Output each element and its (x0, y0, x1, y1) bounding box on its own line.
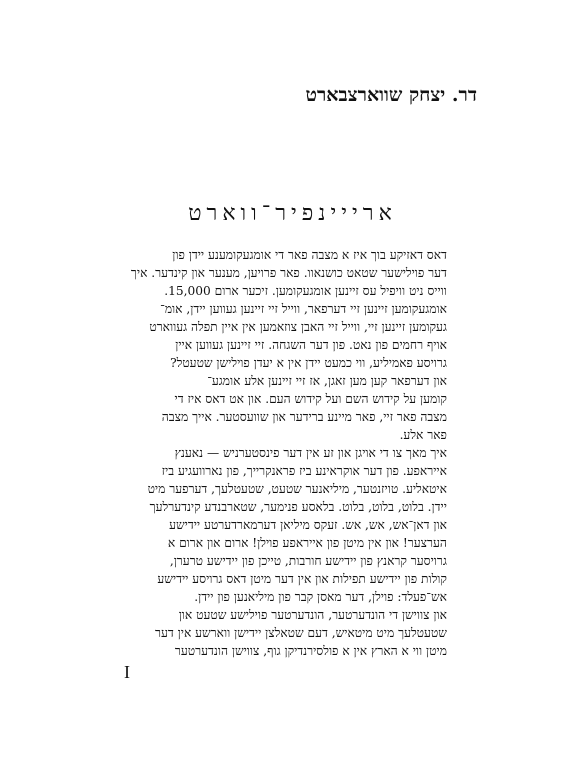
text-line: דאס דאזיקע בוך איז א מצבה פאר די אומגעקומענע יידן פון (172, 248, 447, 262)
text-line: הערצער! און אין מיטן פון אייראפע פוילן! ארום און ארום א (167, 536, 447, 550)
text-line: איטאליע. טויזנטער, מיליאנער שטעט, שטעטלעך, דערפער מיט (147, 482, 447, 496)
text-line: און צווישן די הונדערטער, הונדערטער פוילישע שטעט און (178, 608, 447, 622)
text-line: אש־פעלד: פוילן, דער מאסן קבר פון מיליאנען פון יידן. (194, 590, 447, 604)
text-line: אייראפע. פון דער אוקראינע ביז פראנקרייך, פון נארוועגיע ביז (161, 464, 447, 478)
text-line: געקומען זיינען זיי, ווייל זיי האבן צוזאמען אין איין תפלה געווארט (149, 320, 447, 334)
text-line: מצבה פאר זיי, פאר מיינע ברידער און שוועסטער. אייך מצבה (161, 410, 447, 424)
text-line: דער פוילישער שטאט כושנאוו. פאר פרויען, מענער און קינדער. איך (130, 266, 447, 280)
text-line: קולות פון יידישע תפילות און אין דער מיטן דאס גרויסע יידישע (157, 572, 447, 586)
author-name: דר. יצחק שווארצבארט (305, 84, 477, 106)
text-line: אומגעקומען זיינען זיי דערפאר, ווייל זיי זיינען געווען יידן, אומ־ (160, 302, 447, 316)
chapter-title: ארייינפיר־ווארט (188, 201, 397, 226)
text-line: ווייס ניט וויפיל עס זיינען אומגעקומען. זיכער ארום 15,000. (164, 284, 447, 298)
text-line: און דאן־אש, אש, אש. זעקס מיליאן דערמארדערטע יידישע (169, 518, 447, 532)
text-line: יידן. בלוט, בלוט, בלוט. בלאסע פנימער, שטארבנדע קינדערלעך (149, 500, 447, 514)
text-line: אויף רחמים פון נאט. פון דער השגחה. זיי זיינען געווען איין (175, 338, 447, 352)
text-line: איך מאך צו די אויגן און זע אין דער פינסטערניש — נאענץ (174, 446, 447, 460)
page-number: I (124, 662, 130, 682)
text-line: קומען על קידוש השם ועל קידוש העם. און אט דאס איז די (174, 392, 447, 406)
paragraph (128, 246, 464, 444)
text-line: שטעטלעך מיט מיטאיש, דעם שטאלצן יידישן ווארשע אין דער (155, 626, 447, 640)
text-line: מיטן ווי א הארץ אין א פולסירנדיקן גוף, צווישן הונדערטער (174, 644, 447, 658)
text-line: און דערפאר קען מען זאגן, אז זיי זיינען אלע אומגע־ (207, 374, 447, 388)
paragraph (128, 606, 464, 660)
paragraph (128, 444, 464, 606)
text-line: גרויסע פאמיליע, ווי כמעט יידן אין א יעדן פוילישן שטעטל? (170, 356, 447, 370)
body-text (128, 246, 464, 660)
text-line: גרויסער קראנץ פון יידישע חורבות, טייכן פון יידישע טרערן, (169, 554, 447, 568)
text-line: פאר אלע. (399, 428, 447, 442)
